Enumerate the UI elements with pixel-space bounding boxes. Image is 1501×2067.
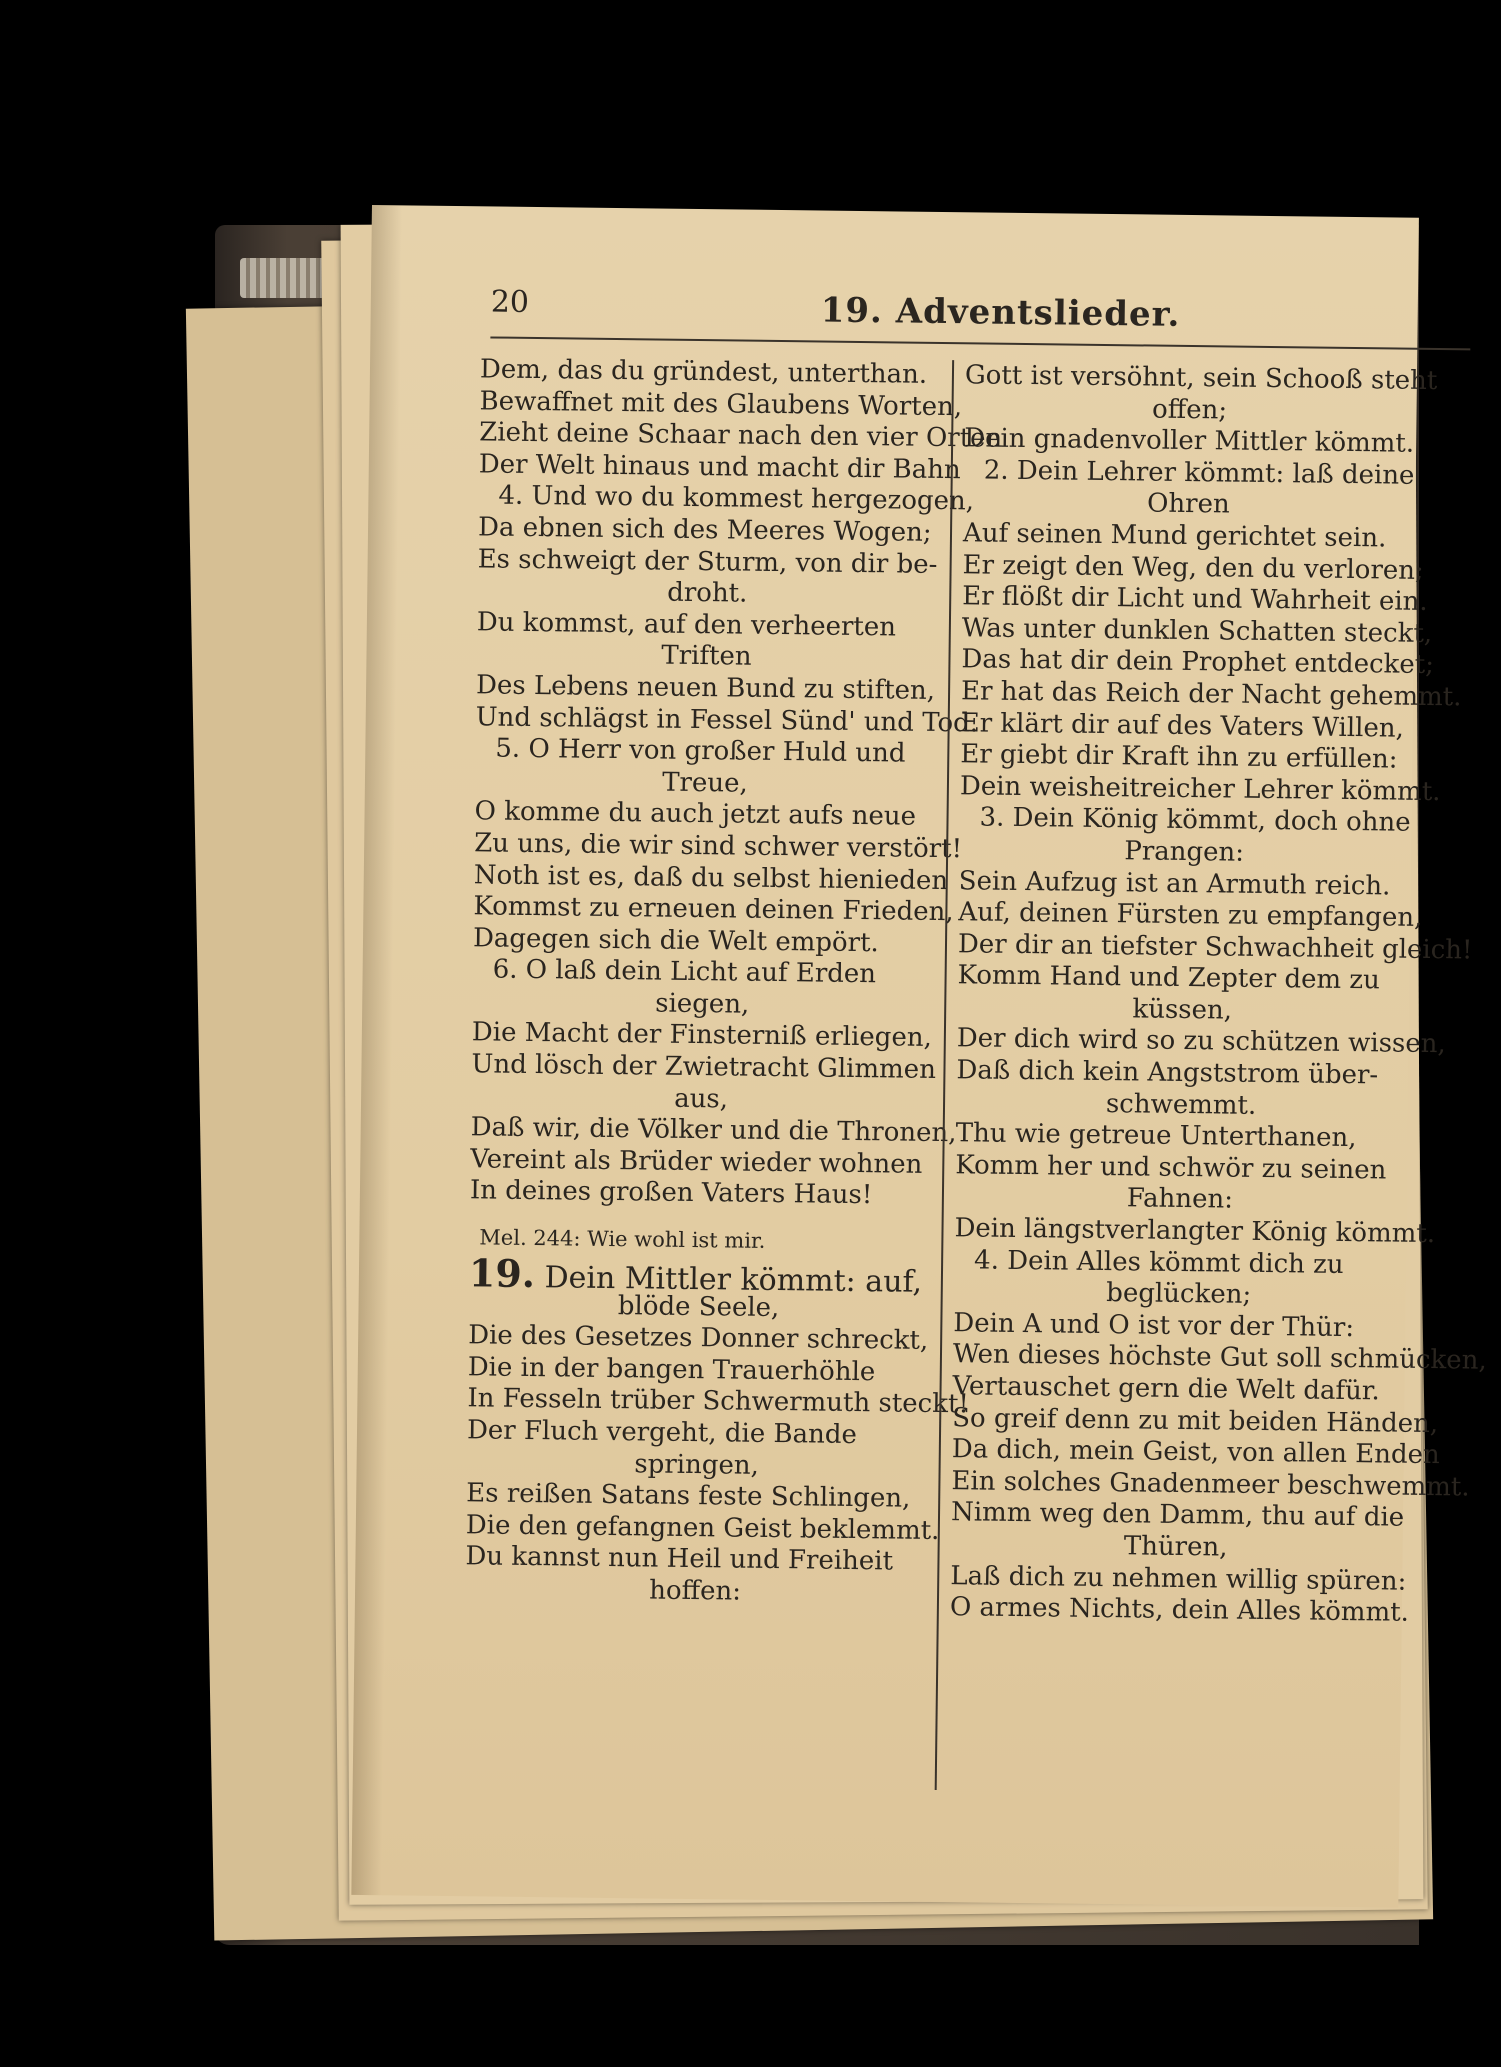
book-page bbox=[351, 205, 1487, 1908]
text-line: Bewaffnet mit des Glaubens Worten, bbox=[479, 385, 963, 422]
text-line: Vertauschet gern die Welt dafür. bbox=[952, 1371, 1380, 1407]
text-line: springen, bbox=[634, 1448, 760, 1481]
text-line: Er hat das Reich der Nacht gehemmt. bbox=[960, 676, 1462, 713]
text-line: Sein Aufzug ist an Armuth reich. bbox=[958, 865, 1391, 901]
text-line: Zu uns, die wir sind schwer verstört! bbox=[474, 828, 963, 865]
text-line: 2. Dein Lehrer kömmt: laß deine bbox=[983, 455, 1415, 491]
text-line: Was unter dunklen Schatten steckt, bbox=[961, 612, 1433, 649]
text-line: In deines großen Vaters Haus! bbox=[469, 1175, 873, 1211]
text-line: Wen dieses höchste Gut soll schmücken, bbox=[952, 1339, 1487, 1377]
text-line: Er flößt dir Licht und Wahrheit ein. bbox=[962, 581, 1428, 618]
hymn-incipit: Dein Mittler kömmt: auf, bbox=[544, 1260, 923, 1300]
text-line: Es reißen Satans feste Schlingen, bbox=[466, 1478, 911, 1514]
text-line: hoffen: bbox=[649, 1575, 742, 1607]
text-line: Vereint als Brüder wieder wohnen bbox=[470, 1144, 923, 1180]
text-line: Auf, deinen Fürsten zu empfangen, bbox=[958, 897, 1423, 933]
text-line: Es schweigt der Sturm, von dir be- bbox=[477, 543, 938, 580]
text-line: So greif denn zu mit beiden Händen, bbox=[952, 1402, 1439, 1439]
text-line: Dein A und O ist vor der Thür: bbox=[953, 1307, 1355, 1343]
text-line: Dagegen sich die Welt empört. bbox=[472, 922, 879, 958]
hymn-number: 19. bbox=[468, 1250, 536, 1297]
text-line: Fahnen: bbox=[1126, 1183, 1234, 1216]
text-line: küssen, bbox=[1132, 994, 1233, 1026]
left-column-lines bbox=[469, 354, 1003, 1213]
text-line: Der dich wird so zu schützen wissen, bbox=[956, 1023, 1446, 1060]
text-line: Komm her und schwör zu seinen bbox=[955, 1150, 1387, 1186]
text-line: Er klärt dir auf des Vaters Willen, bbox=[960, 707, 1405, 744]
text-line: Prangen: bbox=[1124, 836, 1245, 868]
text-line: Und lösch der Zwietracht Glimmen bbox=[471, 1049, 937, 1086]
right-column bbox=[949, 360, 1487, 1629]
text-line: Thu wie getreue Unterthanen, bbox=[955, 1118, 1357, 1154]
text-line: Er zeigt den Weg, den du verloren; bbox=[962, 549, 1424, 586]
text-line: Gott ist versöhnt, sein Schooß steht bbox=[964, 360, 1438, 397]
text-line: Er giebt dir Kraft ihn zu erfüllen: bbox=[960, 739, 1398, 775]
hymn-19-lines bbox=[465, 1289, 970, 1611]
text-line: Kommst zu erneuen deinen Frieden, bbox=[473, 891, 954, 928]
text-line: 3. Dein König kömmt, doch ohne bbox=[979, 802, 1411, 839]
text-line: Nimm weg den Damm, thu auf die bbox=[950, 1497, 1405, 1534]
text-line: Die Macht der Finsterniß erliegen, bbox=[471, 1017, 932, 1054]
text-line: Auf seinen Mund gerichtet sein. bbox=[962, 518, 1387, 554]
header-rule bbox=[490, 336, 1470, 350]
text-line: siegen, bbox=[655, 988, 750, 1020]
text-line: Der dir an tiefster Schwachheit gleich! bbox=[957, 928, 1473, 966]
text-line: Der Welt hinaus und macht dir Bahn bbox=[478, 449, 961, 485]
text-line: Dein gnadenvoller Mittler kömmt. bbox=[964, 423, 1415, 459]
text-line: 4. Und wo du kommest hergezogen, bbox=[498, 480, 975, 517]
text-line: 5. O Herr von großer Huld und bbox=[495, 733, 906, 769]
hymn-19-first-line bbox=[468, 1250, 929, 1300]
running-title: 19. Adventslieder. bbox=[820, 290, 1181, 335]
text-line: Das hat dir dein Prophet entdecket; bbox=[961, 644, 1435, 681]
text-line: Der Fluch vergeht, die Bande bbox=[466, 1415, 858, 1451]
text-line: Und schlägst in Fessel Sünd' und Tod. bbox=[475, 701, 979, 738]
text-line: Zieht deine Schaar nach den vier Orten bbox=[479, 417, 1003, 454]
text-line: Dem, das du gründest, unterthan. bbox=[479, 354, 928, 390]
text-line: Triften bbox=[661, 640, 752, 673]
text-line: blöde Seele, bbox=[617, 1290, 780, 1323]
text-line: In Fesseln trüber Schwermuth steckt! bbox=[467, 1383, 970, 1420]
text-line: Noth ist es, daß du selbst hienieden bbox=[473, 859, 949, 896]
text-line: Die den gefangnen Geist beklemmt. bbox=[465, 1510, 940, 1546]
page-number: 20 bbox=[490, 284, 530, 320]
text-line: O komme du auch jetzt aufs neue bbox=[474, 796, 917, 833]
text-line: schwemmt. bbox=[1105, 1088, 1257, 1121]
text-line: Thüren, bbox=[1123, 1531, 1228, 1563]
text-line: beglücken; bbox=[1106, 1278, 1252, 1311]
right-column-lines bbox=[949, 360, 1487, 1629]
melody-line: Mel. 244: Wie wohl ist mir. bbox=[479, 1225, 766, 1253]
text-line: Des Lebens neuen Bund zu stiften, bbox=[475, 670, 936, 706]
text-line: Du kommst, auf den verheerten bbox=[476, 607, 897, 643]
text-line: Laß dich zu nehmen willig spüren: bbox=[950, 1560, 1407, 1597]
text-line: droht. bbox=[667, 577, 748, 609]
page-header bbox=[490, 284, 1491, 356]
text-line: Ein solches Gnadenmeer beschwemmt. bbox=[951, 1465, 1470, 1503]
text-line: Ohren bbox=[1146, 488, 1230, 520]
text-line: Da ebnen sich des Meeres Wogen; bbox=[477, 512, 932, 548]
text-line: offen; bbox=[1151, 394, 1228, 426]
text-line: Die des Gesetzes Donner schreckt, bbox=[468, 1320, 929, 1357]
text-line: Treue, bbox=[662, 767, 748, 799]
text-line: Da dich, mein Geist, von allen Enden bbox=[951, 1434, 1440, 1471]
text-line: Du kannst nun Heil und Freiheit bbox=[465, 1541, 894, 1577]
text-line: Dein weisheitreicher Lehrer kömmt. bbox=[959, 770, 1441, 807]
text-line: Dein längstverlangter König kömmt. bbox=[954, 1213, 1436, 1250]
text-line: 4. Dein Alles kömmt dich zu bbox=[973, 1245, 1344, 1280]
text-line: Daß wir, die Völker und die Thronen, bbox=[470, 1112, 957, 1149]
text-line: Komm Hand und Zepter dem zu bbox=[957, 960, 1380, 996]
text-line: 6. O laß dein Licht auf Erden bbox=[492, 954, 877, 990]
text-line: O armes Nichts, dein Alles kömmt. bbox=[949, 1592, 1410, 1628]
text-line: Die in der bangen Trauerhöhle bbox=[467, 1352, 876, 1388]
text-line: aus, bbox=[673, 1083, 729, 1115]
text-line: Daß dich kein Angststrom über- bbox=[956, 1055, 1379, 1091]
left-column bbox=[465, 354, 1003, 1610]
